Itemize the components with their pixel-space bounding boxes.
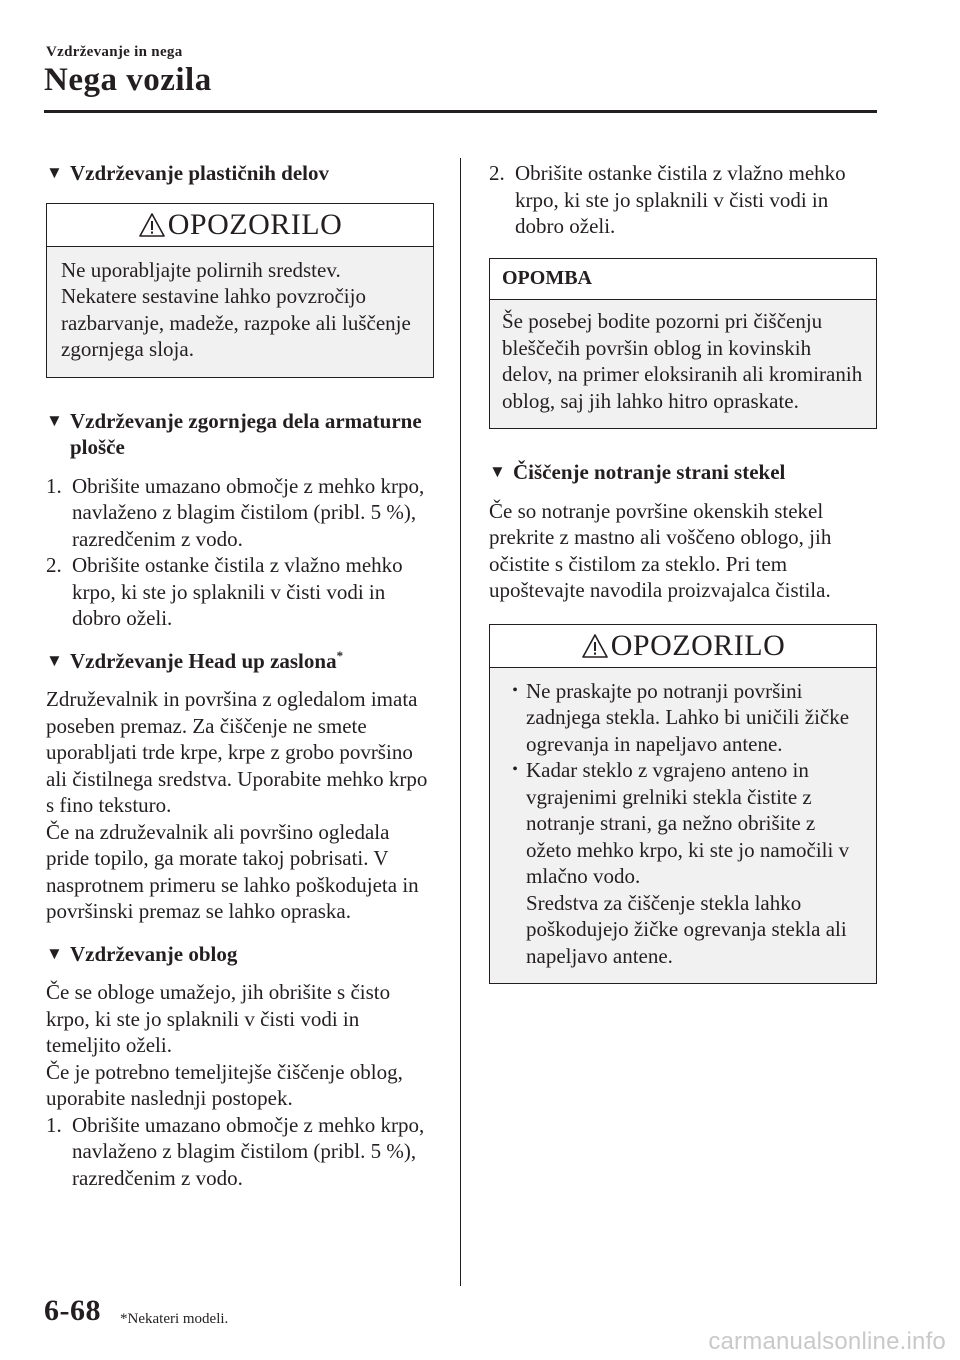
list-item [489,160,877,240]
paragraph: Če se obloge umažejo, jih obrišite s čisto krpo, ki ste jo splaknili v čisti vodi in temeljito oželi. [46,980,391,1057]
warning-bullets [490,668,876,984]
section-label: Vzdrževanje in nega [46,44,183,60]
note-box [489,258,877,430]
step-number: 2. [46,553,62,577]
triangle-bullet-icon: ▼ [46,943,63,963]
heading-glass [489,459,877,486]
paragraph: Če je potrebno temeljitejše čiščenje oblog, uporabite naslednji postopek. [46,1059,403,1110]
triangle-bullet-icon: ▼ [46,410,63,430]
warning-text: Ne uporabljajte polirnih sredstev. Nekatere sestavine lahko povzročijo razbarvanje, madeže, razpoke ali luščenje zgornjega sloja. [61,257,411,361]
header-rule [44,110,877,113]
list-item [46,473,434,553]
continued-steps [489,160,877,240]
page-number: 6-68 [44,1294,101,1327]
paragraph: Če na združevalnik ali površino ogledala pride topilo, ga morate takoj pobrisati. V nasprotnem primeru se lahko poškodujeta in površinski premaz se lahko opraska. [46,819,419,923]
dashboard-steps [46,473,434,632]
warning-title: OPOZORILO [167,207,343,241]
triangle-bullet-icon: ▼ [489,462,506,481]
bullet-text-extra: Sredstva za čiščenje stekla lahko poškodujejo žičke ogrevanja stekla ali napeljavo antene. [526,890,847,968]
list-item [504,757,862,969]
heading-text: Čiščenje notranje strani stekel [513,460,786,484]
heading-text: Vzdrževanje zgornjega dela armaturne plošče [70,408,422,459]
heading-text: Vzdrževanje Head up zaslona [70,648,337,673]
list-item [46,552,434,632]
heading-text: Vzdrževanje plastičnih delov [70,161,329,185]
heading-plastic [46,160,434,187]
note-text: Še posebej bodite pozorni pri čiščenju bleščečih površin oblog in kovinskih delov, na primer eloksiranih ali kromiranih oblog, saj jih lahko hitro opraskate. [502,309,863,413]
step-text: Obrišite umazano območje z mehko krpo, navlaženo z blagim čistilom (pribl. 5 %), razredčenim z vodo. [72,1112,425,1190]
paragraph: Združevalnik in površina z ogledalom imata poseben premaz. Za čiščenje ne smete uporabljati trde krpe, krpe z grobo površino ali čistilnega sredstva. Uporabite mehko krpo s fino teksturo. [46,687,428,817]
warning-triangle-icon [138,212,166,238]
heading-text: Vzdrževanje oblog [70,941,238,966]
step-text: Obrišite ostanke čistila z vlažno mehko krpo, ki ste jo splaknili v čisti vodi in dobro oželi. [72,553,403,630]
list-item [46,1112,434,1192]
warning-box-glass [489,624,877,985]
heading-hud [46,648,434,675]
warning-header [47,204,433,247]
triangle-bullet-icon: ▼ [46,650,63,670]
bullet-icon: • [512,681,518,699]
bullet-text: Ne praskajte po notranji površini zadnjega stekla. Lahko bi uničili žičke ogrevanja in napeljavo antene. [526,678,850,756]
watermark: carmanualsonline.info [708,1328,946,1355]
bullet-text: Kadar steklo z vgrajeno anteno in vgrajenimi grelniki stekla čistite z notranje strani, ga nežno obrišite z ožeto mehko krpo, ki ste jo namočili v mlačno vodo. [526,758,850,888]
warning-box-plastic [46,203,434,378]
footnote: *Nekateri modeli. [120,1311,229,1327]
page-title: Nega vozila [44,62,212,98]
triangle-bullet-icon: ▼ [46,163,63,182]
heading-linings [46,941,434,968]
bullet-icon: • [512,761,518,778]
linings-steps [46,1112,434,1192]
warning-header [490,625,876,668]
warning-triangle-icon [581,633,609,659]
right-column [489,160,877,984]
step-number: 1. [46,1112,62,1137]
list-item [504,678,862,758]
heading-dashboard [46,408,434,461]
step-text: Obrišite ostanke čistila z vlažno mehko krpo, ki ste jo splaknili v čisti vodi in dobro oželi. [515,161,846,238]
note-title: OPOMBA [490,259,876,301]
column-divider [460,158,461,1286]
left-column [46,160,434,1191]
step-number: 1. [46,473,62,498]
step-number: 2. [489,161,505,185]
step-text: Obrišite umazano območje z mehko krpo, navlaženo z blagim čistilom (pribl. 5 %), razredčenim z vodo. [72,473,425,551]
footnote-asterisk: * [336,647,344,663]
warning-title: OPOZORILO [610,628,786,662]
paragraph: Če so notranje površine okenskih stekel prekrite z mastno ali voščeno oblogo, jih očistite s čistilom za steklo. Pri tem upoštevajte navodila proizvajalca čistila. [489,498,832,602]
